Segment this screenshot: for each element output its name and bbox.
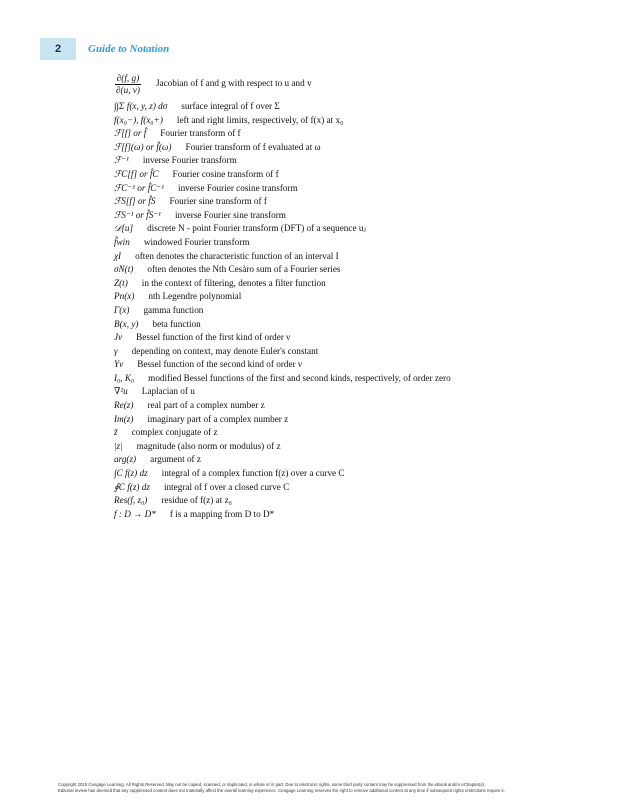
notation-entry	[114, 413, 584, 427]
notation-list	[114, 70, 584, 521]
notation-description: windowed Fourier transform	[143, 236, 250, 247]
notation-symbol: Γ(x)	[114, 304, 130, 315]
notation-symbol: χI	[114, 250, 122, 261]
notation-symbol: Yν	[114, 359, 124, 370]
notation-description: gamma function	[143, 304, 204, 315]
notation-entry	[114, 209, 584, 223]
notation-entry	[114, 182, 584, 196]
notation-entry	[114, 236, 584, 250]
notation-entry	[114, 345, 584, 359]
notation-symbol: Jν	[114, 332, 123, 343]
notation-entry	[114, 250, 584, 264]
notation-description: in the context of filtering, denotes a filter function	[141, 277, 326, 288]
jacobian-numerator: ∂(f, g)	[116, 72, 140, 83]
notation-description: Laplacian of u	[141, 386, 195, 397]
notation-symbol: f(x₀−), f(x₀+)	[114, 114, 163, 125]
notation-symbol: Res(f, z₀)	[114, 495, 148, 506]
notation-symbol: γ	[114, 345, 118, 356]
notation-entry	[114, 494, 584, 508]
copyright-line-2: Editorial review has deemed that any suppressed content does not materially affect the overall learning experience. Cengage Learning reserves the right to remove additional content at any time if subsequent rights restrictions require it.	[58, 788, 505, 793]
notation-entry	[114, 277, 584, 291]
notation-description: Bessel function of the first kind of order ν	[136, 332, 291, 343]
copyright-footer	[58, 782, 578, 794]
notation-entry	[114, 154, 584, 168]
notation-entry	[114, 304, 584, 318]
notation-entry	[114, 168, 584, 182]
notation-symbol: ∮C f(z) dz	[114, 481, 150, 492]
notation-entry-jacobian	[114, 70, 584, 98]
notation-entry	[114, 453, 584, 467]
notation-entry	[114, 318, 584, 332]
notation-entry	[114, 481, 584, 495]
notation-symbol: Im(z)	[114, 413, 134, 424]
notation-description: residue of f(z) at z₀	[161, 495, 232, 506]
notation-symbol: ℱC[f] or f̂C	[114, 168, 159, 179]
notation-entry	[114, 100, 584, 114]
notation-description: Fourier sine transform of f	[169, 196, 267, 207]
notation-description: surface integral of f over Σ	[181, 101, 280, 111]
notation-description: modified Bessel functions of the first and second kinds, respectively, of order zero	[148, 372, 451, 383]
notation-symbol: ℱ[f](ω) or f̂(ω)	[114, 141, 172, 152]
notation-symbol: σN(t)	[114, 264, 134, 275]
notation-symbol: ∫∫Σ f(x, y, z) dσ	[114, 101, 168, 111]
notation-description: inverse Fourier cosine transform	[178, 182, 298, 193]
notation-description: discrete N - point Fourier transform (DFT) of a sequence uⱼ	[147, 223, 366, 234]
notation-description: nth Legendre polynomial	[148, 291, 242, 302]
page-header	[40, 38, 169, 60]
jacobian-denominator: ∂(u, v)	[116, 84, 140, 95]
notation-description: often denotes the Nth Cesàro sum of a Fourier series	[147, 264, 341, 275]
notation-symbol: z̄	[114, 427, 118, 438]
notation-symbol: ∇²u	[114, 386, 128, 397]
notation-entry	[114, 222, 584, 236]
notation-symbol: ∫C f(z) dz	[114, 468, 148, 479]
running-title: Guide to Notation	[88, 43, 170, 55]
notation-symbol: ℱC⁻¹ or f̂C⁻¹	[114, 182, 165, 193]
notation-entry	[114, 385, 584, 399]
notation-entry	[114, 263, 584, 277]
notation-symbol: arg(z)	[114, 454, 137, 465]
notation-symbol: ℱ⁻¹	[114, 155, 129, 166]
notation-entry	[114, 114, 584, 128]
notation-description: integral of f over a closed curve C	[163, 481, 290, 492]
notation-description: complex conjugate of z	[131, 427, 218, 438]
notation-symbol: ℱS[f] or f̂S	[114, 196, 156, 207]
notation-description: real part of a complex number z	[147, 400, 265, 411]
notation-description: inverse Fourier transform	[142, 155, 237, 166]
notation-entry	[114, 195, 584, 209]
notation-description: Fourier cosine transform of f	[172, 168, 279, 179]
notation-description: magnitude (also norm or modulus) of z	[136, 440, 281, 451]
copyright-line-1: Copyright 2010 Cengage Learning. All Rights Reserved. May not be copied, scanned, or duplicated, in whole or in part. Due to electronic rights, some third party content may be suppressed from the eBook and/or eChapter(s).	[58, 782, 486, 787]
notation-entry	[114, 399, 584, 413]
notation-symbol: f : D → D*	[114, 508, 156, 519]
notation-symbol: ℱ[f] or f̂	[114, 128, 147, 139]
notation-description: imaginary part of a complex number z	[147, 413, 289, 424]
notation-entry	[114, 508, 584, 522]
notation-symbol: ℱS⁻¹ or f̂S⁻¹	[114, 209, 161, 220]
notation-symbol: Pn(x)	[114, 291, 135, 302]
notation-symbol: I₀, K₀	[114, 372, 135, 383]
notation-symbol: Re(z)	[114, 400, 134, 411]
notation-description: inverse Fourier sine transform	[174, 209, 286, 220]
notation-description: depending on context, may denote Euler's constant	[131, 345, 319, 356]
notation-description: often denotes the characteristic function of an interval I	[135, 250, 339, 261]
notation-description: Fourier transform of f	[160, 128, 241, 139]
notation-symbol: |z|	[114, 440, 123, 451]
notation-symbol: B(x, y)	[114, 318, 139, 329]
notation-entry	[114, 358, 584, 372]
notation-description: Fourier transform of f evaluated at ω	[185, 141, 321, 152]
notation-description: integral of a complex function f(z) over a curve C	[161, 468, 345, 479]
notation-symbol: Z(t)	[114, 277, 128, 288]
notation-description: f is a mapping from D to D*	[169, 508, 275, 519]
jacobian-fraction	[114, 73, 142, 96]
page-number: 2	[40, 38, 76, 60]
notation-entry	[114, 331, 584, 345]
notation-symbol: f̂win	[114, 236, 130, 247]
notation-entry	[114, 127, 584, 141]
notation-entry	[114, 467, 584, 481]
notation-description: beta function	[152, 318, 201, 329]
notation-symbol: 𝒟[u]	[114, 223, 134, 234]
notation-entry	[114, 426, 584, 440]
notation-description: left and right limits, respectively, of f(x) at x₀	[176, 114, 344, 125]
notation-entry	[114, 290, 584, 304]
notation-entry	[114, 372, 584, 386]
notation-description: Bessel function of the second kind of order ν	[137, 359, 303, 370]
notation-entry	[114, 141, 584, 155]
notation-description: Jacobian of f and g with respect to u and v	[155, 78, 312, 89]
notation-entry	[114, 440, 584, 454]
notation-description: argument of z	[150, 454, 201, 465]
